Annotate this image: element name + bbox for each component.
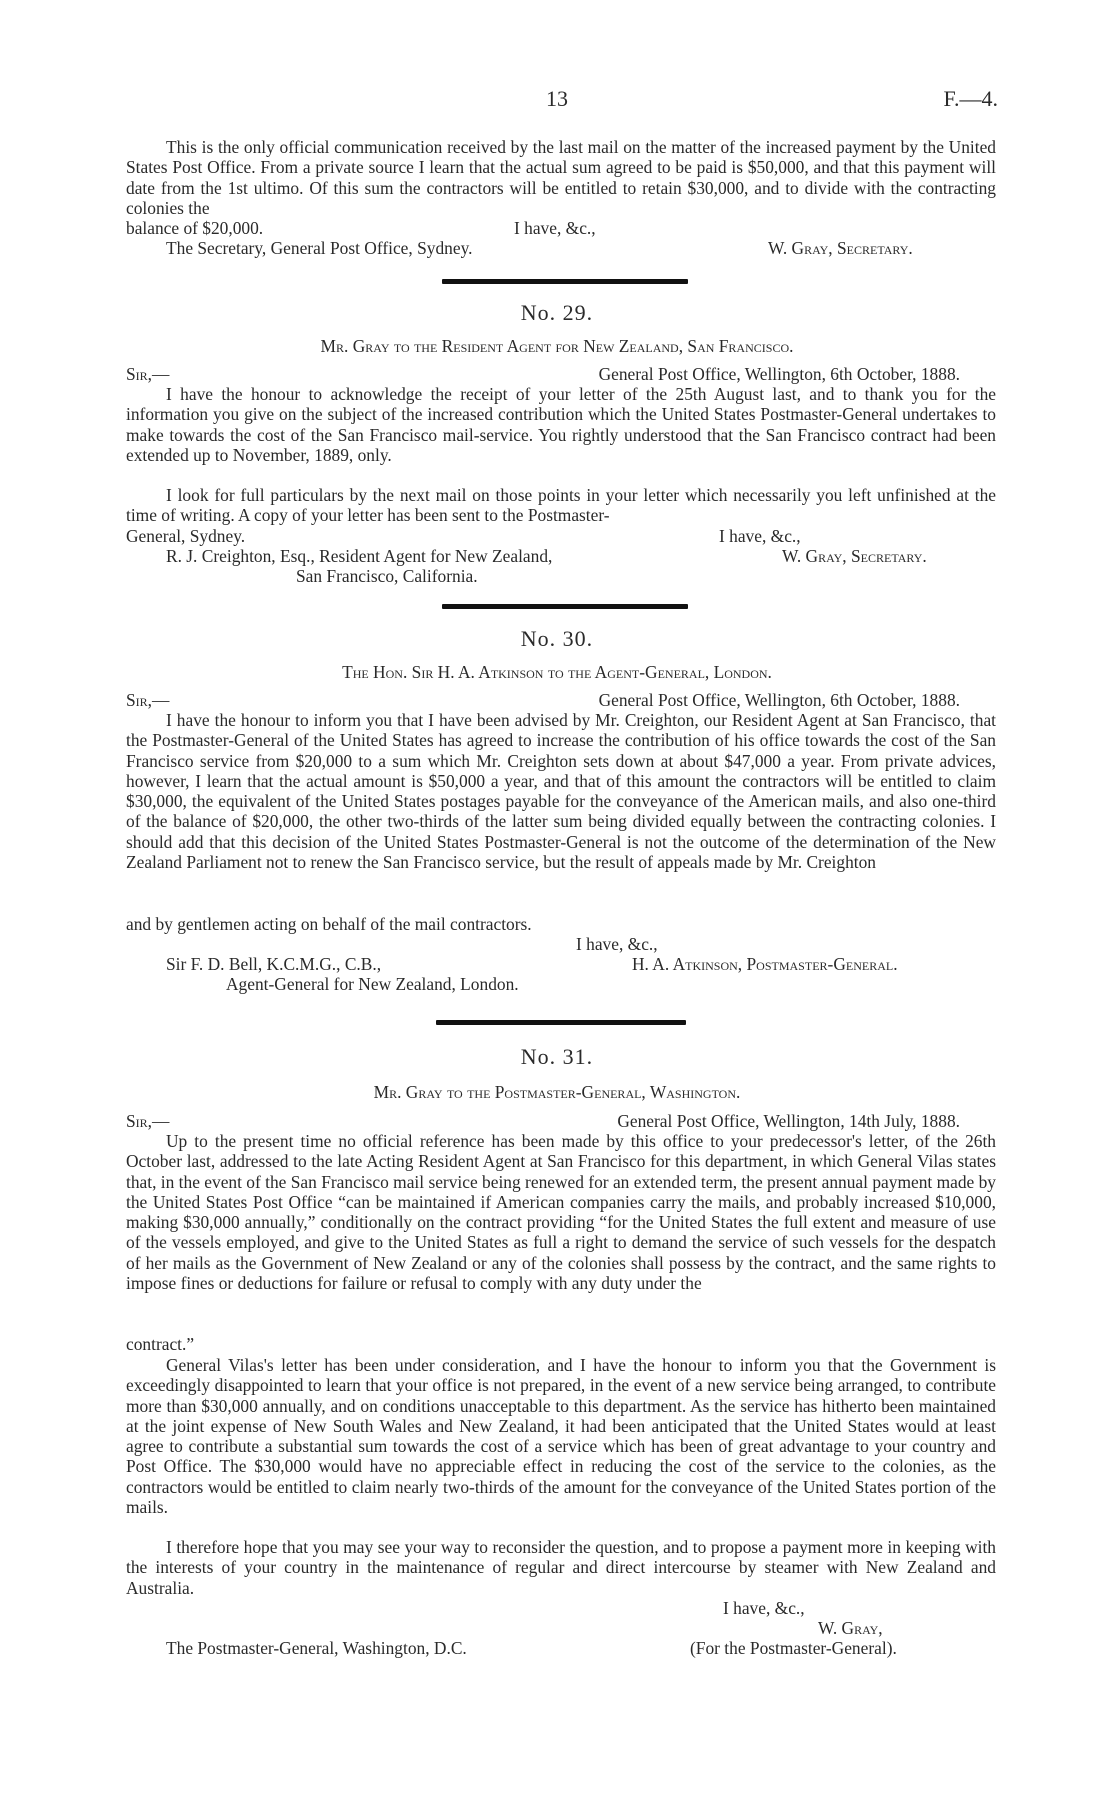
letter-31-paragraph-1: Up to the present time no official reference has been made by this office to your predecessor's letter, of the 26th October last, addressed to the late Acting Resident Agent at San Francisco for this department, in which General Vilas states that, in the event of the San Francisco mail service being renewed for an extended term, the present annual payment made by the United States Post Office “can be maintained if American companies carry the mails, and probably increased $10,000, making $30,000 annually,” conditionally on the contract providing “for the United States the full extent and measure of use of the vessels employed, and give to the United States as full a right to demand the service of such vessels for the despatch of her mails as the Government of New Zealand or any of the colonies shall possess by the contract, and the same rights to impose fines or deductions for failure or refusal to comply with any duty under the bbox=[126, 1131, 996, 1294]
letter-31-title: Mr. Gray to the Postmaster-General, Washington. bbox=[373, 1082, 741, 1102]
letter-29-p2-last: General, Sydney. bbox=[126, 526, 246, 546]
section-rule bbox=[442, 604, 688, 609]
letter-31-number: No. 31. bbox=[520, 1044, 594, 1069]
letter-30-paragraph-1: I have the honour to inform you that I have been advised by Mr. Creighton, our Resident Agent at San Francisco, that the Postmaster-General of the United States has agreed to increase the contribution of his office towards the cost of the San Francisco service from $20,000 to a sum which Mr. Creighton sets down at about $47,000 a year. From private advices, however, I learn that the actual amount is $50,000 a year, and that of this amount the contractors will be entitled to claim $30,000, the equivalent of the United States postages payable for the conveyance of the American mails, and also one-third of the balance of $20,000, the other two-thirds of the latter sum being divided equally between the contracting colonies. I should add that this decision of the United States Postmaster-General is not the outcome of the determination of the New Zealand Parliament not to renew the San Francisco service, but the result of appeals made by Mr. Creighton bbox=[126, 710, 996, 873]
letter-30-addressee: Sir F. D. Bell, K.C.M.G., C.B., bbox=[166, 954, 382, 974]
letter-29-title: Mr. Gray to the Resident Agent for New Zealand, San Francisco. bbox=[320, 336, 794, 356]
letter-29-dateline: General Post Office, Wellington, 6th October, 1888. bbox=[598, 364, 960, 384]
intro-last-line bbox=[126, 218, 996, 238]
section-rule bbox=[436, 1020, 686, 1025]
page-reference: F.—4. bbox=[943, 86, 998, 111]
letter-30-dateline: General Post Office, Wellington, 6th October, 1888. bbox=[598, 690, 960, 710]
letter-29-paragraph-1: I have the honour to acknowledge the receipt of your letter of the 25th August last, and to thank you for the information you give on the subject of the increased contribution which the United States Postmaster-General undertakes to make towards the cost of the San Francisco mail-service. You rightly understood that the San Francisco contract had been extended up to November, 1889, only. bbox=[126, 384, 996, 465]
letter-29-salutation: Sir,— bbox=[126, 364, 170, 384]
letter-29-closing-line bbox=[126, 526, 996, 546]
intro-addressee: The Secretary, General Post Office, Sydney. bbox=[166, 238, 473, 258]
letter-31-paragraph-3: I therefore hope that you may see your way to reconsider the question, and to propose a payment more in keeping with the interests of your country in the maintenance of regular and direct intercourse by steamer with New Zealand and Australia. bbox=[126, 1537, 996, 1598]
letter-29-addressee-location: San Francisco, California. bbox=[296, 566, 478, 586]
intro-closing: I have, &c., bbox=[514, 218, 596, 238]
letter-31-salutation: Sir,— bbox=[126, 1111, 170, 1131]
intro-signature: W. Gray, Secretary. bbox=[768, 238, 913, 258]
letter-31-signature-note: (For the Postmaster-General). bbox=[690, 1638, 897, 1658]
letter-31-signature: W. Gray, bbox=[818, 1618, 883, 1638]
letter-30-title: The Hon. Sir H. A. Atkinson to the Agent-General, London. bbox=[342, 662, 772, 682]
intro-paragraph: This is the only official communication received by the last mail on the matter of the increased payment by the United States Post Office. From a private source I learn that the actual sum agreed to be paid is $50,000, and that this payment will date from the 1st ultimo. Of this sum the contractors will be entitled to retain $30,000, and to divide with the contracting colonies the bbox=[126, 137, 996, 218]
letter-29-addressee: R. J. Creighton, Esq., Resident Agent for New Zealand, bbox=[166, 546, 553, 566]
letter-30-closing: I have, &c., bbox=[576, 934, 658, 954]
letter-30-addressee-location: Agent-General for New Zealand, London. bbox=[226, 974, 519, 994]
letter-29-signature: W. Gray, Secretary. bbox=[782, 546, 927, 566]
letter-30-signature: H. A. Atkinson, Postmaster-General. bbox=[632, 954, 898, 974]
letter-31-p1-last: contract.” bbox=[126, 1334, 195, 1354]
letter-29-paragraph-2: I look for full particulars by the next mail on those points in your letter which necessarily you left unfinished at the time of writing. A copy of your letter has been sent to the Postmaster- bbox=[126, 485, 996, 526]
letter-30-number: No. 30. bbox=[520, 626, 594, 651]
intro-last-line-text: balance of $20,000. bbox=[126, 218, 264, 238]
letter-29-closing: I have, &c., bbox=[719, 526, 801, 546]
letter-30-salutation: Sir,— bbox=[126, 690, 170, 710]
section-rule bbox=[442, 279, 688, 284]
letter-31-addressee: The Postmaster-General, Washington, D.C. bbox=[166, 1638, 467, 1658]
letter-31-closing: I have, &c., bbox=[723, 1598, 805, 1618]
letter-30-last-line: and by gentlemen acting on behalf of the mail contractors. bbox=[126, 914, 532, 934]
letter-31-paragraph-2: General Vilas's letter has been under consideration, and I have the honour to inform you that the Government is exceedingly disappointed to learn that your office is not prepared, in the event of a new service being arranged, to contribute more than $30,000 annually, and on conditions unacceptable to this department. As the service has hitherto been maintained at the joint expense of New South Wales and New Zealand, it had been anticipated that the United States would at least agree to contribute a substantial sum towards the cost of a service which has been of great advantage to your country and Post Office. The $30,000 would have no appreciable effect in reducing the cost of the service to the colonies, as the contractors would be entitled to claim nearly two-thirds of the amount for the conveyance of the United States portion of the mails. bbox=[126, 1355, 996, 1518]
page-number: 13 bbox=[546, 86, 568, 111]
letter-29-number: No. 29. bbox=[520, 300, 594, 325]
letter-31-dateline: General Post Office, Wellington, 14th July, 1888. bbox=[617, 1111, 960, 1131]
